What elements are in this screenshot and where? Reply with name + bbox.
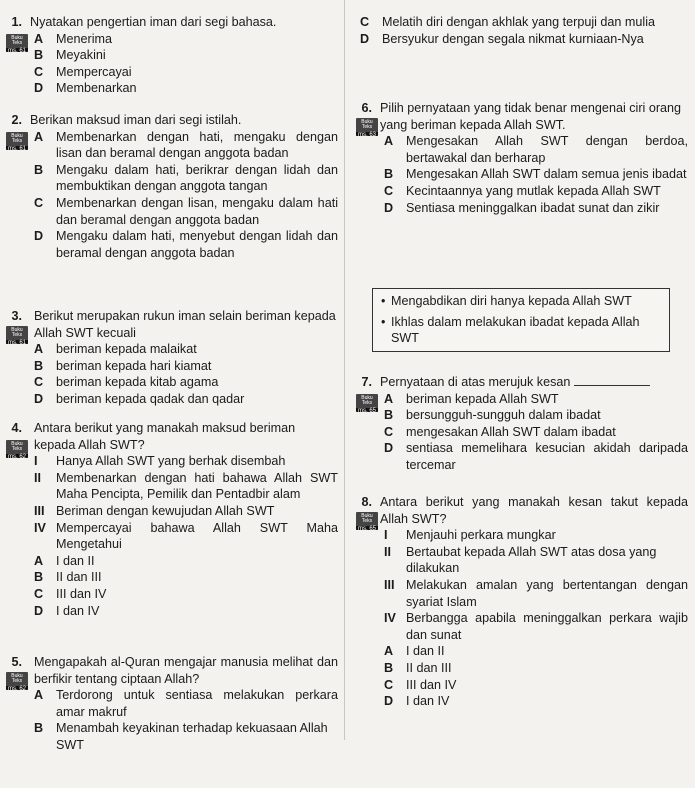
question-number: 8. [361,495,372,509]
option-c[interactable]: C Kecintaannya yang mutlak kepada Allah SWT [384,183,661,198]
option-a[interactable]: A I dan II [34,553,95,568]
question-number: 4. [11,421,22,435]
statement-ii: II Membenarkan dengan hati bahawa Allah SWT Maha Pencipta, Pemilik dan Pentadbir alam [34,470,338,502]
option-d[interactable]: D Membenarkan [34,81,137,96]
stimulus-bullet: • Mengabdikan diri hanya kepada Allah SWT [391,293,661,310]
statement-i: I Hanya Allah SWT yang berhak disembah [34,454,286,469]
option-d[interactable]: D beriman kepada qadak dan qadar [34,391,245,406]
option-b[interactable]: B beriman kepada hari kiamat [34,358,212,373]
column-divider [344,0,345,740]
question-number: 7. [361,375,372,389]
option-d[interactable]: D Bersyukur dengan segala nikmat kurniaan-Nya [360,31,644,46]
statement-ii: II Bertaubat kepada Allah SWT atas dosa yang dilakukan [384,544,657,576]
statement-iv: IV Berbangga apabila meninggalkan perkara wajib dan sunat [384,611,688,642]
option-b[interactable]: B II dan III [384,660,452,675]
question-8 [350,494,688,710]
textbook-badge: Buku Teks ms. 65 [356,394,378,412]
option-c[interactable]: C Melatih diri dengan akhlak yang terpuji dan mulia [360,15,656,29]
question-3 [0,308,338,408]
question-number: 1. [11,15,22,29]
question-number: 5. [11,655,22,669]
option-c[interactable]: C III dan IV [34,586,107,601]
option-c[interactable]: C beriman kepada kitab agama [34,375,219,390]
question-5-continued [350,14,688,47]
statement-iii: III Melakukan amalan yang bertentangan dengan syariat Islam [384,577,688,609]
textbook-badge: Buku Teks ms. 65 [356,512,378,530]
option-c[interactable]: C mengesakan Allah SWT dalam ibadat [384,424,616,439]
option-b[interactable]: B Mengesakan Allah SWT dalam semua jenis ibadat [384,167,687,182]
question-text: Antara berikut yang manakah maksud beriman kepada Allah SWT? [34,421,296,452]
option-a[interactable]: A I dan II [384,644,445,659]
answer-blank [574,385,650,386]
question-number: 2. [11,113,22,127]
question-text: Berikut merupakan rukun iman selain beriman kepada Allah SWT kecuali [34,309,336,340]
textbook-badge: Buku Teks ms. 63 [356,118,378,136]
option-c[interactable]: C III dan IV [384,677,457,692]
question-5 [0,654,338,754]
question-text: Pilih pernyataan yang tidak benar mengenai ciri orang yang beriman kepada Allah SWT. [380,101,682,132]
option-a[interactable]: A Menerima [34,31,112,46]
question-6 [350,100,688,216]
option-b[interactable]: B Menambah keyakinan terhadap kekuasaan Allah SWT [34,721,328,752]
question-text: Nyatakan pengertian iman dari segi bahasa. [30,15,277,29]
option-b[interactable]: B II dan III [34,570,102,585]
question-text: Mengapakah al-Quran mengajar manusia melihat dan berfikir tentang ciptaan Allah? [34,655,338,686]
statement-iii: III Beriman dengan kewujudan Allah SWT [34,503,275,518]
stimulus-bullet: • Ikhlas dalam melakukan ibadat kepada Allah SWT [391,314,661,347]
statement-iv: IV Mempercayai bahawa Allah SWT Maha Mengetahui [34,520,338,552]
option-a[interactable]: A Mengesakan Allah SWT dengan berdoa, bertawakal dan berharap [384,134,688,165]
textbook-badge: Buku Teks ms. 61 [6,34,28,52]
option-b[interactable]: B Meyakini [34,48,106,63]
option-d[interactable]: D Mengaku dalam hati, menyebut dengan lidah dan beramal dengan anggota badan [34,229,338,260]
question-2 [0,112,338,261]
question-number: 3. [11,309,22,323]
textbook-badge: Buku Teks ms. 61 [6,326,28,344]
textbook-badge: Buku Teks ms. 61 [6,132,28,150]
option-c[interactable]: C Mempercayai [34,64,132,79]
option-d[interactable]: D sentiasa memelihara kesucian akidah daripada tercemar [384,441,688,472]
option-d[interactable]: D I dan IV [384,694,450,709]
statement-i: I Menjauhi perkara mungkar [384,528,556,543]
option-c[interactable]: C Membenarkan dengan lisan, mengaku dalam hati dan beramal dengan anggota badan [34,195,338,227]
option-b[interactable]: B Mengaku dalam hati, berikrar dengan lidah dan membuktikan dengan anggota tangan [34,162,338,194]
option-a[interactable]: A Terdorong untuk sentiasa melakukan perkara amar makruf [34,688,338,719]
question-text: Pernyataan di atas merujuk kesan [380,375,571,389]
option-b[interactable]: B bersungguh-sungguh dalam ibadat [384,408,601,423]
stimulus-box [372,288,670,352]
question-text: Berikan maksud iman dari segi istilah. [30,113,242,127]
question-number: 6. [361,101,372,115]
option-a[interactable]: A beriman kepada malaikat [34,342,197,357]
option-a[interactable]: A Membenarkan dengan hati, mengaku dengan lisan dan beramal dengan anggota badan [34,129,338,161]
question-1 [0,14,338,97]
option-d[interactable]: D I dan IV [34,603,100,618]
textbook-badge: Buku Teks ms. 62 [6,672,28,690]
textbook-badge: Buku Teks ms. 62 [6,440,28,458]
option-a[interactable]: A beriman kepada Allah SWT [384,391,559,406]
question-7 [350,374,688,474]
question-text: Antara berikut yang manakah kesan takut kepada Allah SWT? [380,495,688,526]
option-d[interactable]: D Sentiasa meninggalkan ibadat sunat dan zikir [384,200,660,215]
question-4 [0,420,338,619]
